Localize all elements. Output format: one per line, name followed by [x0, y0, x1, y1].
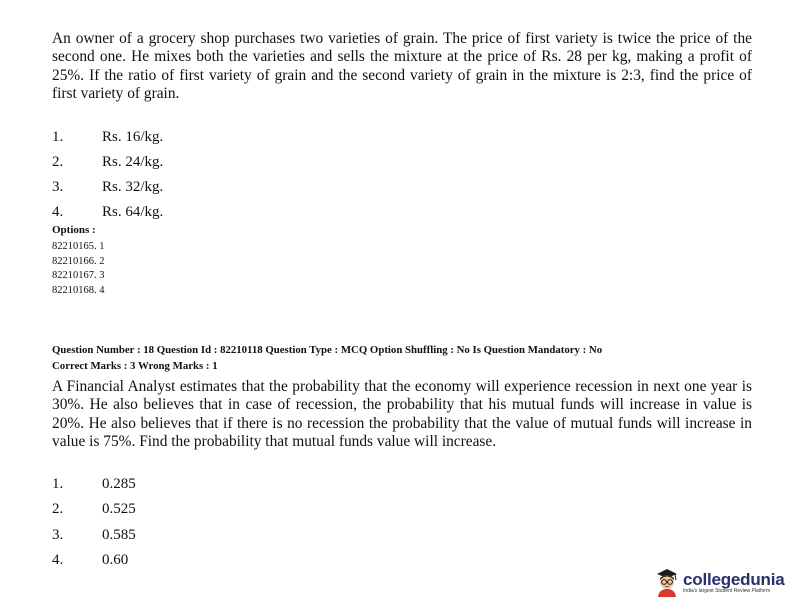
option-id: 82210165. 1	[52, 241, 105, 253]
option-text: Rs. 32/kg.	[102, 178, 164, 195]
option-text: Rs. 16/kg.	[102, 129, 164, 146]
option-number: 3.	[52, 178, 64, 195]
option-number: 2.	[52, 501, 64, 518]
marks-meta: Correct Marks : 3 Wrong Marks : 1	[52, 360, 218, 372]
option-text: Rs. 64/kg.	[102, 203, 164, 220]
logo-text	[683, 570, 785, 594]
options-heading: Options :	[52, 224, 96, 237]
option-text: 0.285	[102, 475, 136, 492]
question-text: An owner of a grocery shop purchases two varieties of grain. The price of first variety is twice the price of the second one. He mixes both the varieties and sells the mixture at the price of Rs. 28 per kg, making a profit of 25%. If the ratio of first variety of grain and the second variety of grain in the mixture is 2:3, find the price of first variety of grain.	[52, 30, 752, 103]
question-18-block	[52, 342, 752, 574]
option-2	[52, 497, 752, 523]
question-text: A Financial Analyst estimates that the probability that the economy will experience recession in next one year is 30%. He also believes that in case of recession, the probability that his mutual funds will increase in value is 20%. He also believes that if there is no recession the probability that the value of mutual funds will increase in value is 75%. Find the probability that mutual funds value will increase.	[52, 378, 752, 451]
option-4	[52, 200, 752, 225]
student-avatar-icon	[653, 567, 681, 597]
option-4	[52, 548, 752, 574]
option-text: 0.585	[102, 526, 136, 543]
option-id: 82210167. 3	[52, 270, 105, 282]
option-number: 2.	[52, 154, 64, 171]
question-meta: Question Number : 18 Question Id : 82210118 Question Type : MCQ Option Shuffling : No Is Question Mandatory : No	[52, 344, 603, 356]
option-number: 3.	[52, 526, 64, 543]
answer-options	[52, 472, 752, 574]
option-text: Rs. 24/kg.	[102, 154, 164, 171]
option-1	[52, 126, 752, 151]
option-3	[52, 175, 752, 200]
collegedunia-logo	[653, 562, 785, 602]
option-id: 82210166. 2	[52, 255, 105, 267]
option-2	[52, 150, 752, 175]
option-id-list	[52, 240, 752, 298]
option-3	[52, 523, 752, 549]
question-17-block	[52, 30, 752, 298]
option-text: 0.60	[102, 552, 129, 569]
answer-options	[52, 126, 752, 225]
option-number: 4.	[52, 552, 64, 569]
option-1	[52, 472, 752, 498]
option-number: 1.	[52, 475, 64, 492]
brand-tagline: India's largest Student Review Platform	[683, 588, 771, 594]
option-id: 82210168. 4	[52, 284, 105, 296]
option-text: 0.525	[102, 501, 136, 518]
option-number: 1.	[52, 129, 64, 146]
option-number: 4.	[52, 203, 64, 220]
brand-name: collegedunia	[683, 570, 785, 589]
